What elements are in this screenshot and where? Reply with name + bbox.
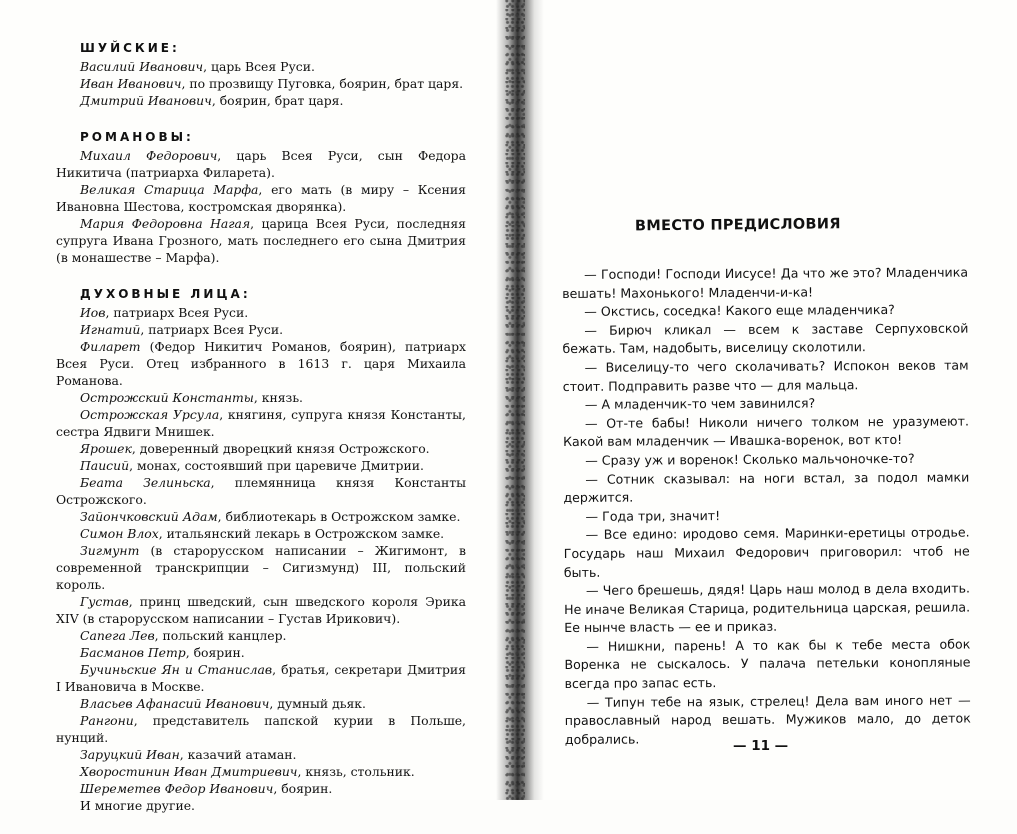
dialogue-line: — Года три, значит! — [585, 507, 721, 524]
character-description: , представитель папской курии в Польше, нунций. — [56, 713, 466, 745]
dialogue-line: — А младенчик-то чем завинился? — [584, 395, 816, 413]
character-name: Беата Зелиньска — [80, 475, 211, 490]
section-heading: ШУЙСКИЕ: — [80, 41, 180, 55]
cast-entry — [56, 525, 466, 542]
character-name: Ярошек — [80, 441, 132, 456]
dialogue-line: — Сотник сказывал: на ноги встал, за подол мамки держится. — [563, 469, 970, 506]
dialogue-line: — Чего брешешь, дядя! Царь наш молод в дела входить. Не иначе Великая Старица, родительница царская, решила. Ее нынче власть — ее и приказ. — [564, 580, 971, 636]
character-description: , братья, секретари Дмитрия I Ивановича в Москве. — [56, 662, 466, 694]
cast-entry — [56, 92, 466, 109]
character-description: (в старорусском написании – Жигимонт, в современной транскрипции – Сигизмунд) III, польский король. — [56, 543, 466, 592]
cast-entry — [56, 215, 466, 266]
cast-entry — [56, 593, 466, 627]
character-description: , принц шведский, сын шведского короля Эрика XIV (в старорусском написании – Густав Ирикович). — [56, 594, 466, 626]
character-name: Зайончковский Адам — [80, 509, 218, 524]
character-name: Шереметев Федор Иванович — [80, 781, 274, 796]
character-description: , княгиня, супруга князя Константы, сестра Ядвиги Мнишек. — [56, 407, 466, 439]
cast-section — [56, 40, 466, 109]
cast-entry — [56, 661, 466, 695]
character-description: , боярин. — [185, 645, 245, 660]
cast-entry — [56, 321, 466, 338]
cast-entry — [56, 712, 466, 746]
character-description: И многие другие. — [80, 798, 195, 813]
character-description: , боярин. — [273, 781, 333, 796]
cast-entry — [56, 181, 466, 215]
character-name: Хворостинин Иван Дмитриевич — [80, 764, 298, 779]
cast-entry — [56, 542, 466, 593]
dialogue-line: — Виселицу-то чего сколачивать? Испокон веков там стоит. Подправить разве что — для мальца. — [562, 357, 969, 394]
character-name: Острожская Урсула — [80, 407, 220, 422]
cast-entry — [56, 746, 466, 763]
character-name: Острожский Константы — [80, 390, 254, 405]
cast-entry — [56, 440, 466, 457]
character-name: Иван Иванович — [80, 76, 182, 91]
cast-entry — [56, 780, 466, 797]
cast-entry — [56, 763, 466, 780]
page-number: — 11 — — [733, 738, 789, 754]
character-name: Иов — [80, 305, 106, 320]
character-name: Великая Старица Марфа — [80, 182, 259, 197]
character-description: , итальянский лекарь в Острожском замке. — [158, 526, 445, 541]
dialogue-line: — Сразу уж и воренок! Сколько мальчоночке-то? — [585, 450, 915, 468]
character-description: , князь. — [253, 390, 303, 405]
character-name: Бучиньские Ян и Станислав — [80, 662, 273, 677]
dialogue-line: — Бирюч кликал — всем к заставе Серпуховской бежать. Там, надобыть, виселицу сколотили. — [562, 320, 969, 357]
dialogue-line: — Окстись, соседка! Какого еще младенчика? — [584, 302, 895, 320]
character-description: , князь, стольник. — [297, 764, 415, 779]
character-description: , польский канцлер. — [154, 628, 287, 643]
dialogue-line: — От-те бабы! Николи ничего толком не уразумеют. Какой вам младенчик — Ивашка-воренок, вот кто! — [563, 413, 969, 450]
character-description: , патриарх Всея Руси. — [140, 322, 284, 337]
gutter-scan-noise — [505, 0, 525, 800]
character-name: Дмитрий Иванович — [80, 93, 212, 108]
character-description: , царица Всея Руси, последняя супруга Ивана Грозного, мать последнего его сына Дмитрия (в монашестве – Марфа). — [56, 216, 466, 265]
character-description: (Федор Никитич Романов, боярин), патриарх Всея Руси. Отец избранного в 1613 г. царя Михаила Романова. — [56, 339, 466, 388]
cast-section — [56, 129, 466, 266]
cast-entry — [56, 474, 466, 508]
dialogue-line: — Господи! Господи Иисусе! Да что же это? Младенчика вешать! Махонького! Младенчи-и-ка! — [562, 264, 969, 301]
character-description: , племянница князя Константы Острожского. — [56, 475, 466, 507]
cast-entry — [56, 406, 466, 440]
character-description: , патриарх Всея Руси. — [105, 305, 249, 320]
character-description: , библиотекарь в Острожском замке. — [217, 509, 461, 524]
character-name: Басманов Петр — [80, 645, 186, 660]
cast-of-characters — [56, 40, 466, 834]
cast-entry — [56, 58, 466, 75]
character-name: Симон Влох — [80, 526, 159, 541]
cast-entry — [56, 627, 466, 644]
cast-section — [56, 286, 466, 814]
character-name: Зигмунт — [80, 543, 140, 558]
character-description: , монах, состоявший при царевиче Дмитрии. — [129, 458, 424, 473]
cast-entry — [56, 304, 466, 321]
dialogue-line: — Типун тебе на язык, стрелец! Дела вам иного нет — православный народ вешать. Мужиков мало, до деток добрались. — [564, 692, 971, 747]
cast-entry — [56, 389, 466, 406]
dialogue-line: — Все едино: иродово семя. Маринки-еретицы отродье. Государь наш Михаил Федорович приговорил: чтоб не быть. — [563, 524, 970, 580]
character-name: Паисий — [80, 458, 130, 473]
character-description: , думный дьяк. — [269, 696, 366, 711]
character-name: Михаил Федорович — [80, 148, 218, 163]
character-description: , доверенный дворецкий князя Острожского. — [131, 441, 430, 456]
chapter-title: ВМЕСТО ПРЕДИСЛОВИЯ — [634, 216, 841, 235]
character-name: Сапега Лев — [80, 628, 155, 643]
character-description: , царь Всея Руси, сын Федора Никитича (патриарха Филарета). — [56, 148, 466, 180]
character-name: Филарет — [80, 339, 141, 354]
cast-entry — [56, 147, 466, 181]
character-name: Рангони — [80, 713, 134, 728]
character-name: Заруцкий Иван — [80, 747, 180, 762]
character-description: , по прозвищу Пуговка, боярин, брат царя. — [181, 76, 464, 91]
character-name: Мария Федоровна Нагая — [80, 216, 251, 231]
cast-entry — [56, 75, 466, 92]
character-description: , его мать (в миру – Ксения Ивановна Шестова, костромская дворянка). — [56, 182, 466, 214]
cast-entry — [56, 457, 466, 474]
character-description: , казачий атаман. — [179, 747, 297, 762]
character-description: , боярин, брат царя. — [211, 93, 344, 108]
section-heading: РОМАНОВЫ: — [80, 130, 194, 144]
character-description: , царь Всея Руси. — [203, 59, 315, 74]
character-name: Власьев Афанасий Иванович — [80, 696, 270, 711]
dialogue-line: — Нишкни, парень! А то как бы к тебе места обок Воренка не сыскалось. У палача петельки конопляные всегда про запас есть. — [564, 636, 971, 692]
character-name: Василий Иванович — [80, 59, 204, 74]
cast-entry — [56, 338, 466, 389]
cast-entry — [56, 695, 466, 712]
cast-entry — [56, 644, 466, 661]
section-heading: ДУХОВНЫЕ ЛИЦА: — [80, 287, 251, 301]
character-name: Игнатий — [80, 322, 141, 337]
character-name: Густав — [80, 594, 129, 609]
cast-entry — [56, 508, 466, 525]
dialogue-text — [562, 264, 971, 750]
